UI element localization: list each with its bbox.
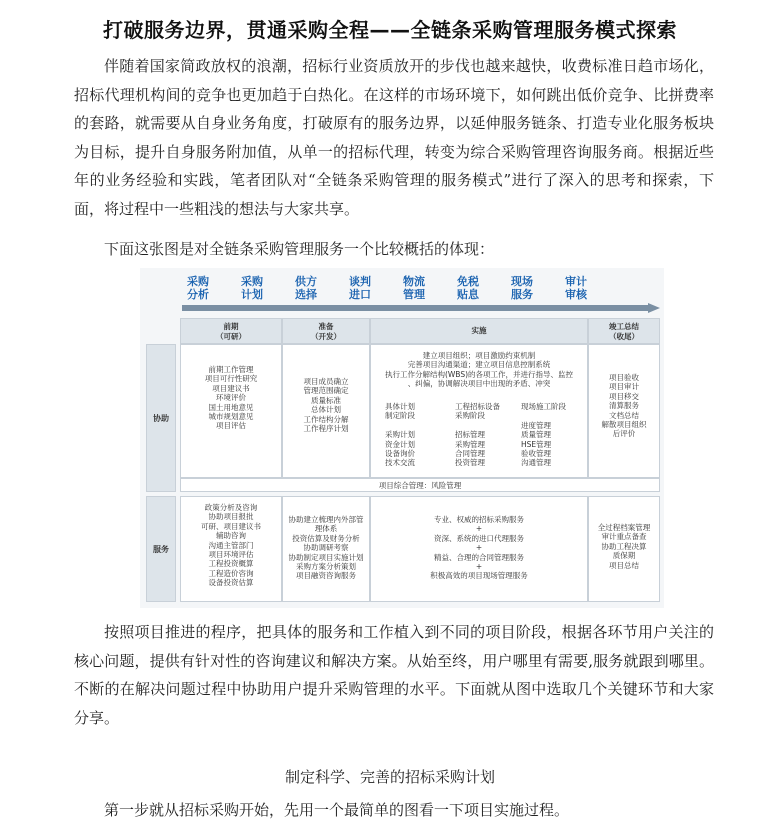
list-line: 设备询价 [385,449,415,459]
list-line: 管理范围确定 [303,386,349,396]
list-line: 质量管理 [521,430,551,440]
list-line: 采购管理 [455,439,485,449]
list-line: 理体系 [314,524,338,534]
stage-label: 免税 贴息 [457,275,479,301]
list-line: 采购阶段 [455,411,485,421]
list-line: 国土用地意见 [208,402,254,412]
list-line: 辅助咨询 [216,531,246,541]
intro-paragraph: 伴随着国家简政放权的浪潮，招标行业资质放开的步伐也越来越快，收费标准日趋市场化，招标代理机构间的竞争也更加趋于白热化。在这样的市场环境下，如何跳出低价竞争、比拼费率的套路，就需要从自身业务角度，打破原有的服务边界，以延伸服务链条、打造专业化服务板块为目标，提升自身服务附加值，从单一的招标代理，转变为综合采购管理咨询服务商。根据近些年的业务经验和实践，笔者团队对“全链条采购管理的服务模式”进行了深入的思考和探索，下面，将过程中一些粗浅的想法与大家共享。 [74,57,714,218]
stage-label: 采购 分析 [187,275,209,301]
list-line: 协助建立梳理内外部管 [288,515,364,524]
list-line: 项目融资咨询服务 [296,571,356,581]
list-line [521,411,583,420]
list-line: 总体计划 [311,405,341,415]
header-impl: 实施 [370,318,588,344]
impl-col-bid [455,402,517,468]
list-line: 工作程序计划 [303,424,349,434]
list-line: 验收管理 [521,449,551,459]
service-prep-cell [282,496,370,602]
service-early-cell [180,496,282,602]
list-line: 采购方案分析策划 [296,562,356,572]
stage-label: 采购 计划 [241,275,263,301]
list-line: 项目验收 [609,373,639,382]
list-line: 积极高效的项目现场管理服务 [430,571,528,581]
list-line: 协助调研考察 [303,543,349,553]
process-arrow [182,303,660,313]
risk-management-bar: 项目综合管理：风险管理 [180,478,660,492]
list-line: 工作结构分解 [303,414,349,424]
list-line: 完善项目沟通渠道；建立项目信息控制系统 [407,360,551,370]
list-line: 技术交流 [385,458,415,468]
list-line: 协助制定项目实施计划 [288,552,364,562]
list-line: 城市规划意见 [208,412,254,422]
article-title: 打破服务边界，贯通采购全程——全链条采购管理服务模式探索 [103,18,677,42]
list-line: 投资管理 [455,458,485,468]
list-line: + [475,562,483,572]
list-line: 项目移交 [609,391,639,401]
stage-label: 审计 审核 [565,275,587,301]
header-early: 前期 （可研） [180,318,282,344]
list-line: 执行工作分解结构(WBS)的各项工作，并进行指导、监控 [384,369,574,379]
list-line: 协助工程决算 [601,541,647,551]
list-line: 解散项目组织 [601,420,647,430]
impl-col-plan [385,402,445,468]
list-line: 投资估算及财务分析 [292,533,360,543]
list-line: 专业、权威的招标采购服务 [434,515,524,524]
list-line: 现场施工阶段 [521,402,566,411]
stage-label: 物流 管理 [403,275,425,301]
assist-impl-cell [370,344,588,478]
list-line: 、纠偏，协调解决项目中出现的矛盾、冲突 [407,379,551,389]
header-close: 竣工总结 （收尾） [588,318,660,344]
list-line: 质量标准 [311,395,341,405]
list-line: 项目审计 [609,382,639,392]
list-line: 环境评价 [216,393,246,403]
list-line: 招标管理 [455,430,485,440]
list-line [455,421,517,430]
list-line: 进度管理 [521,420,551,430]
list-line: 后评价 [612,429,636,439]
impl-col-site [521,402,583,468]
header-prep: 准备 （开发） [282,318,370,344]
list-line: 设备投资估算 [208,578,254,588]
list-line: 沟通管理 [521,458,551,468]
list-line: 工程招标设备 [455,402,500,411]
process-paragraph: 按照项目推进的程序，把具体的服务和工作植入到不同的项目阶段，根据各环节用户关注的核心问题，提供有针对性的咨询建议和解决方案。从始至终，用户哪里有需要,服务就跟到哪里。 不断的在解决问题过程中协助用户提升采购管理的水平。下面就从图中选取几个关键环节和大家分享。 [74,623,714,727]
list-line: 项目评估 [216,421,246,431]
list-line: 质保期 [612,551,636,561]
list-line: 精益、合理的合同管理服务 [434,552,524,562]
list-line: 文档总结 [609,410,639,420]
list-line: 采购计划 [385,430,415,440]
next-step-paragraph: 第一步就从招标采购开始，先用一个最简单的图看一下项目实施过程。 [104,801,570,819]
list-line: 项目建议书 [212,383,250,393]
list-line: 清算服务 [609,401,639,411]
list-line: 项目成员确立 [303,377,349,386]
service-impl-cell [370,496,588,602]
list-line: 前期工作管理 [208,365,254,374]
stage-label: 现场 服务 [511,275,533,301]
list-line: 政策分析及咨询 [204,503,258,512]
section-subheading: 制定科学、完善的招标采购计划 [284,768,495,786]
list-line: 全过程档案管理 [597,523,651,532]
assist-prep-cell [282,344,370,478]
list-line: 可研、项目建议书 [201,521,261,531]
service-chain-diagram [140,268,664,608]
list-line: 制定阶段 [385,411,415,421]
stage-label: 谈判 进口 [349,275,371,301]
list-line: 项目可行性研究 [204,374,258,384]
list-line: 审计重点备查 [601,532,647,542]
side-label-service: 服务 [146,496,176,602]
list-line: 工程投资概算 [208,559,254,569]
list-line [385,421,445,430]
diagram-lead-paragraph: 下面这张图是对全链条采购管理服务一个比较概括的体现： [104,240,495,258]
list-line: 项目环境评估 [208,550,254,560]
list-line: + [475,543,483,553]
side-label-assist: 协助 [146,344,176,492]
list-line: 资金计划 [385,439,415,449]
impl-top-text [371,351,587,389]
list-line: 协助项目报批 [208,512,254,522]
list-line: 具体计划 [385,402,415,411]
list-line: 建立项目组织；项目激励约束机制 [422,351,536,360]
list-line: 沟通主管部门 [208,540,254,550]
list-line: 工程造价咨询 [208,568,254,578]
list-line: HSE管理 [521,439,552,449]
assist-early-cell [180,344,282,478]
list-line: 项目总结 [609,560,639,570]
stage-label: 供方 选择 [295,275,317,301]
list-line: 合同管理 [455,449,485,459]
list-line: + [475,524,483,534]
list-line: 资深、系统的进口代理服务 [434,533,524,543]
service-close-cell [588,496,660,602]
assist-close-cell [588,344,660,478]
